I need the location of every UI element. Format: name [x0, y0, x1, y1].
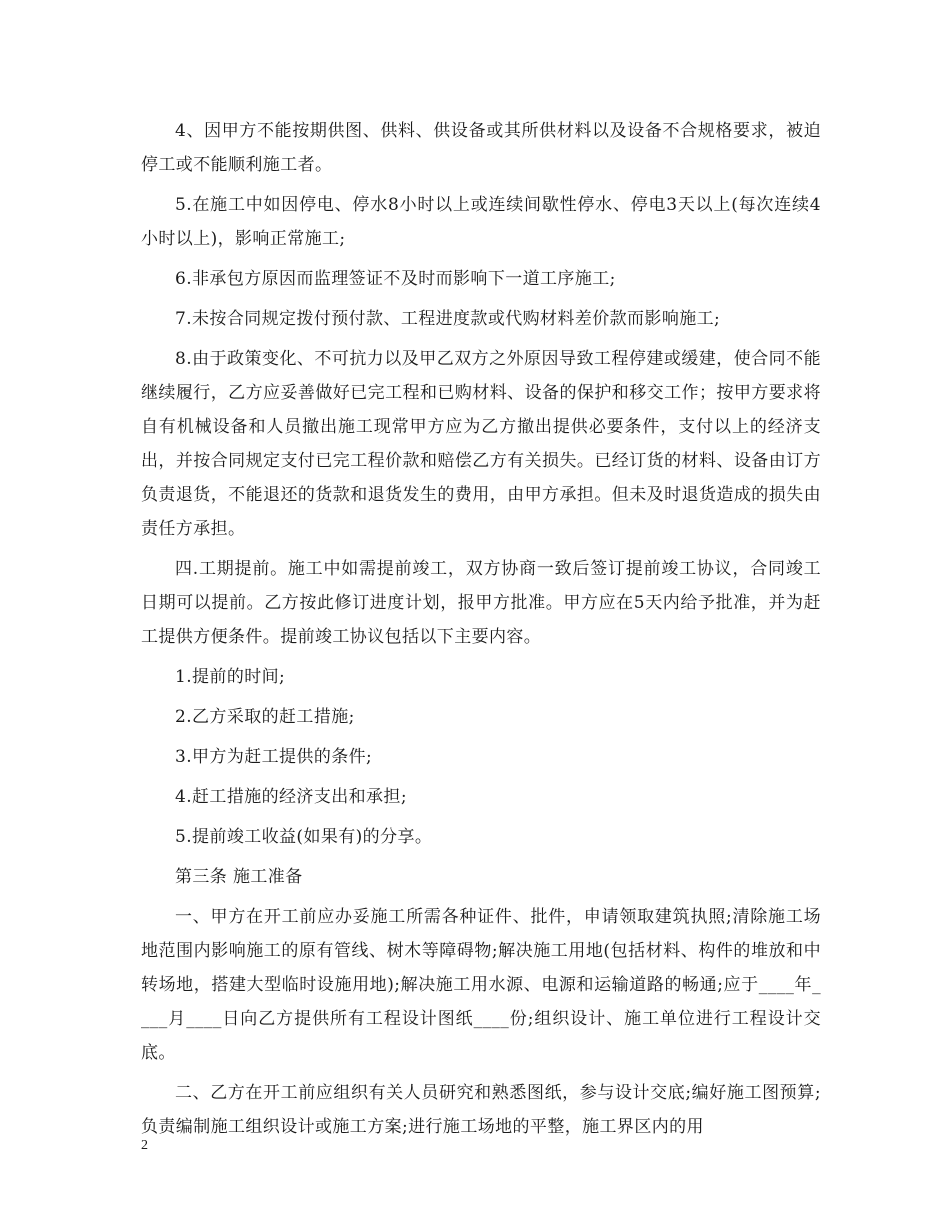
list-item-early-2: 2.乙方采取的赶工措施;	[175, 707, 355, 727]
paragraph-party-b-preparation: 二、乙方在开工前应组织有关人员研究和熟悉图纸，参与设计交底;编好施工图预算;负责编制施工组织设计或施工方案;进行施工场地的平整，施工界区内的用	[141, 1083, 821, 1137]
paragraph-delay-cause-8: 8.由于政策变化、不可抗力以及甲乙双方之外原因导致工程停建或缓建，使合同不能继续履行，乙方应妥善做好已完工程和已购材料、设备的保护和移交工作；按甲方要求将自有机械设备和人员撤出施工现常甲方应为乙方撤出提供必要条件，支付以上的经济支出，并按合同规定支付已完工程价款和赔偿乙方有关损失。已经订货的材料、设备由订方负责退货，不能退还的货款和退货发生的费用，由甲方承担。但未及时退货造成的损失由责任方承担。	[141, 349, 821, 539]
paragraph-party-a-preparation: 一、甲方在开工前应办妥施工所需各种证件、批件，申请领取建筑执照;清除施工场地范围内影响施工的原有管线、树木等障碍物;解决施工用地(包括材料、构件的堆放和中转场地，搭建大型临时设施用地);解决施工用水源、电源和运输道路的畅通;应于____年____月____日向乙方提供所有工程设计图纸____份;组织设计、施工单位进行工程设计交底。	[141, 907, 821, 1063]
list-item-early-4: 4.赶工措施的经济支出和承担;	[175, 787, 407, 807]
document-body	[141, 114, 821, 1150]
list-item-early-5: 5.提前竣工收益(如果有)的分享。	[175, 827, 433, 847]
list-item-early-3: 3.甲方为赶工提供的条件;	[175, 747, 373, 767]
paragraph-delay-cause-5: 5.在施工中如因停电、停水8小时以上或连续间歇性停水、停电3天以上(每次连续4小时以上)，影响正常施工;	[141, 195, 821, 249]
list-item-early-1: 1.提前的时间;	[175, 667, 286, 687]
paragraph-early-completion: 四.工期提前。施工中如需提前竣工，双方协商一致后签订提前竣工协议，合同竣工日期可以提前。乙方按此修订进度计划，报甲方批准。甲方应在5天内给予批准，并为赶工提供方便条件。提前竣工协议包括以下主要内容。	[141, 559, 821, 647]
paragraph-delay-cause-6: 6.非承包方原因而监理签证不及时而影响下一道工序施工;	[175, 269, 616, 289]
page-number: 2	[141, 1138, 148, 1153]
section-heading-article-3: 第三条 施工准备	[175, 867, 303, 887]
paragraph-delay-cause-4: 4、因甲方不能按期供图、供料、供设备或其所供材料以及设备不合规格要求，被迫停工或不能顺利施工者。	[141, 121, 821, 175]
paragraph-delay-cause-7: 7.未按合同规定拨付预付款、工程进度款或代购材料差价款而影响施工;	[175, 309, 721, 329]
